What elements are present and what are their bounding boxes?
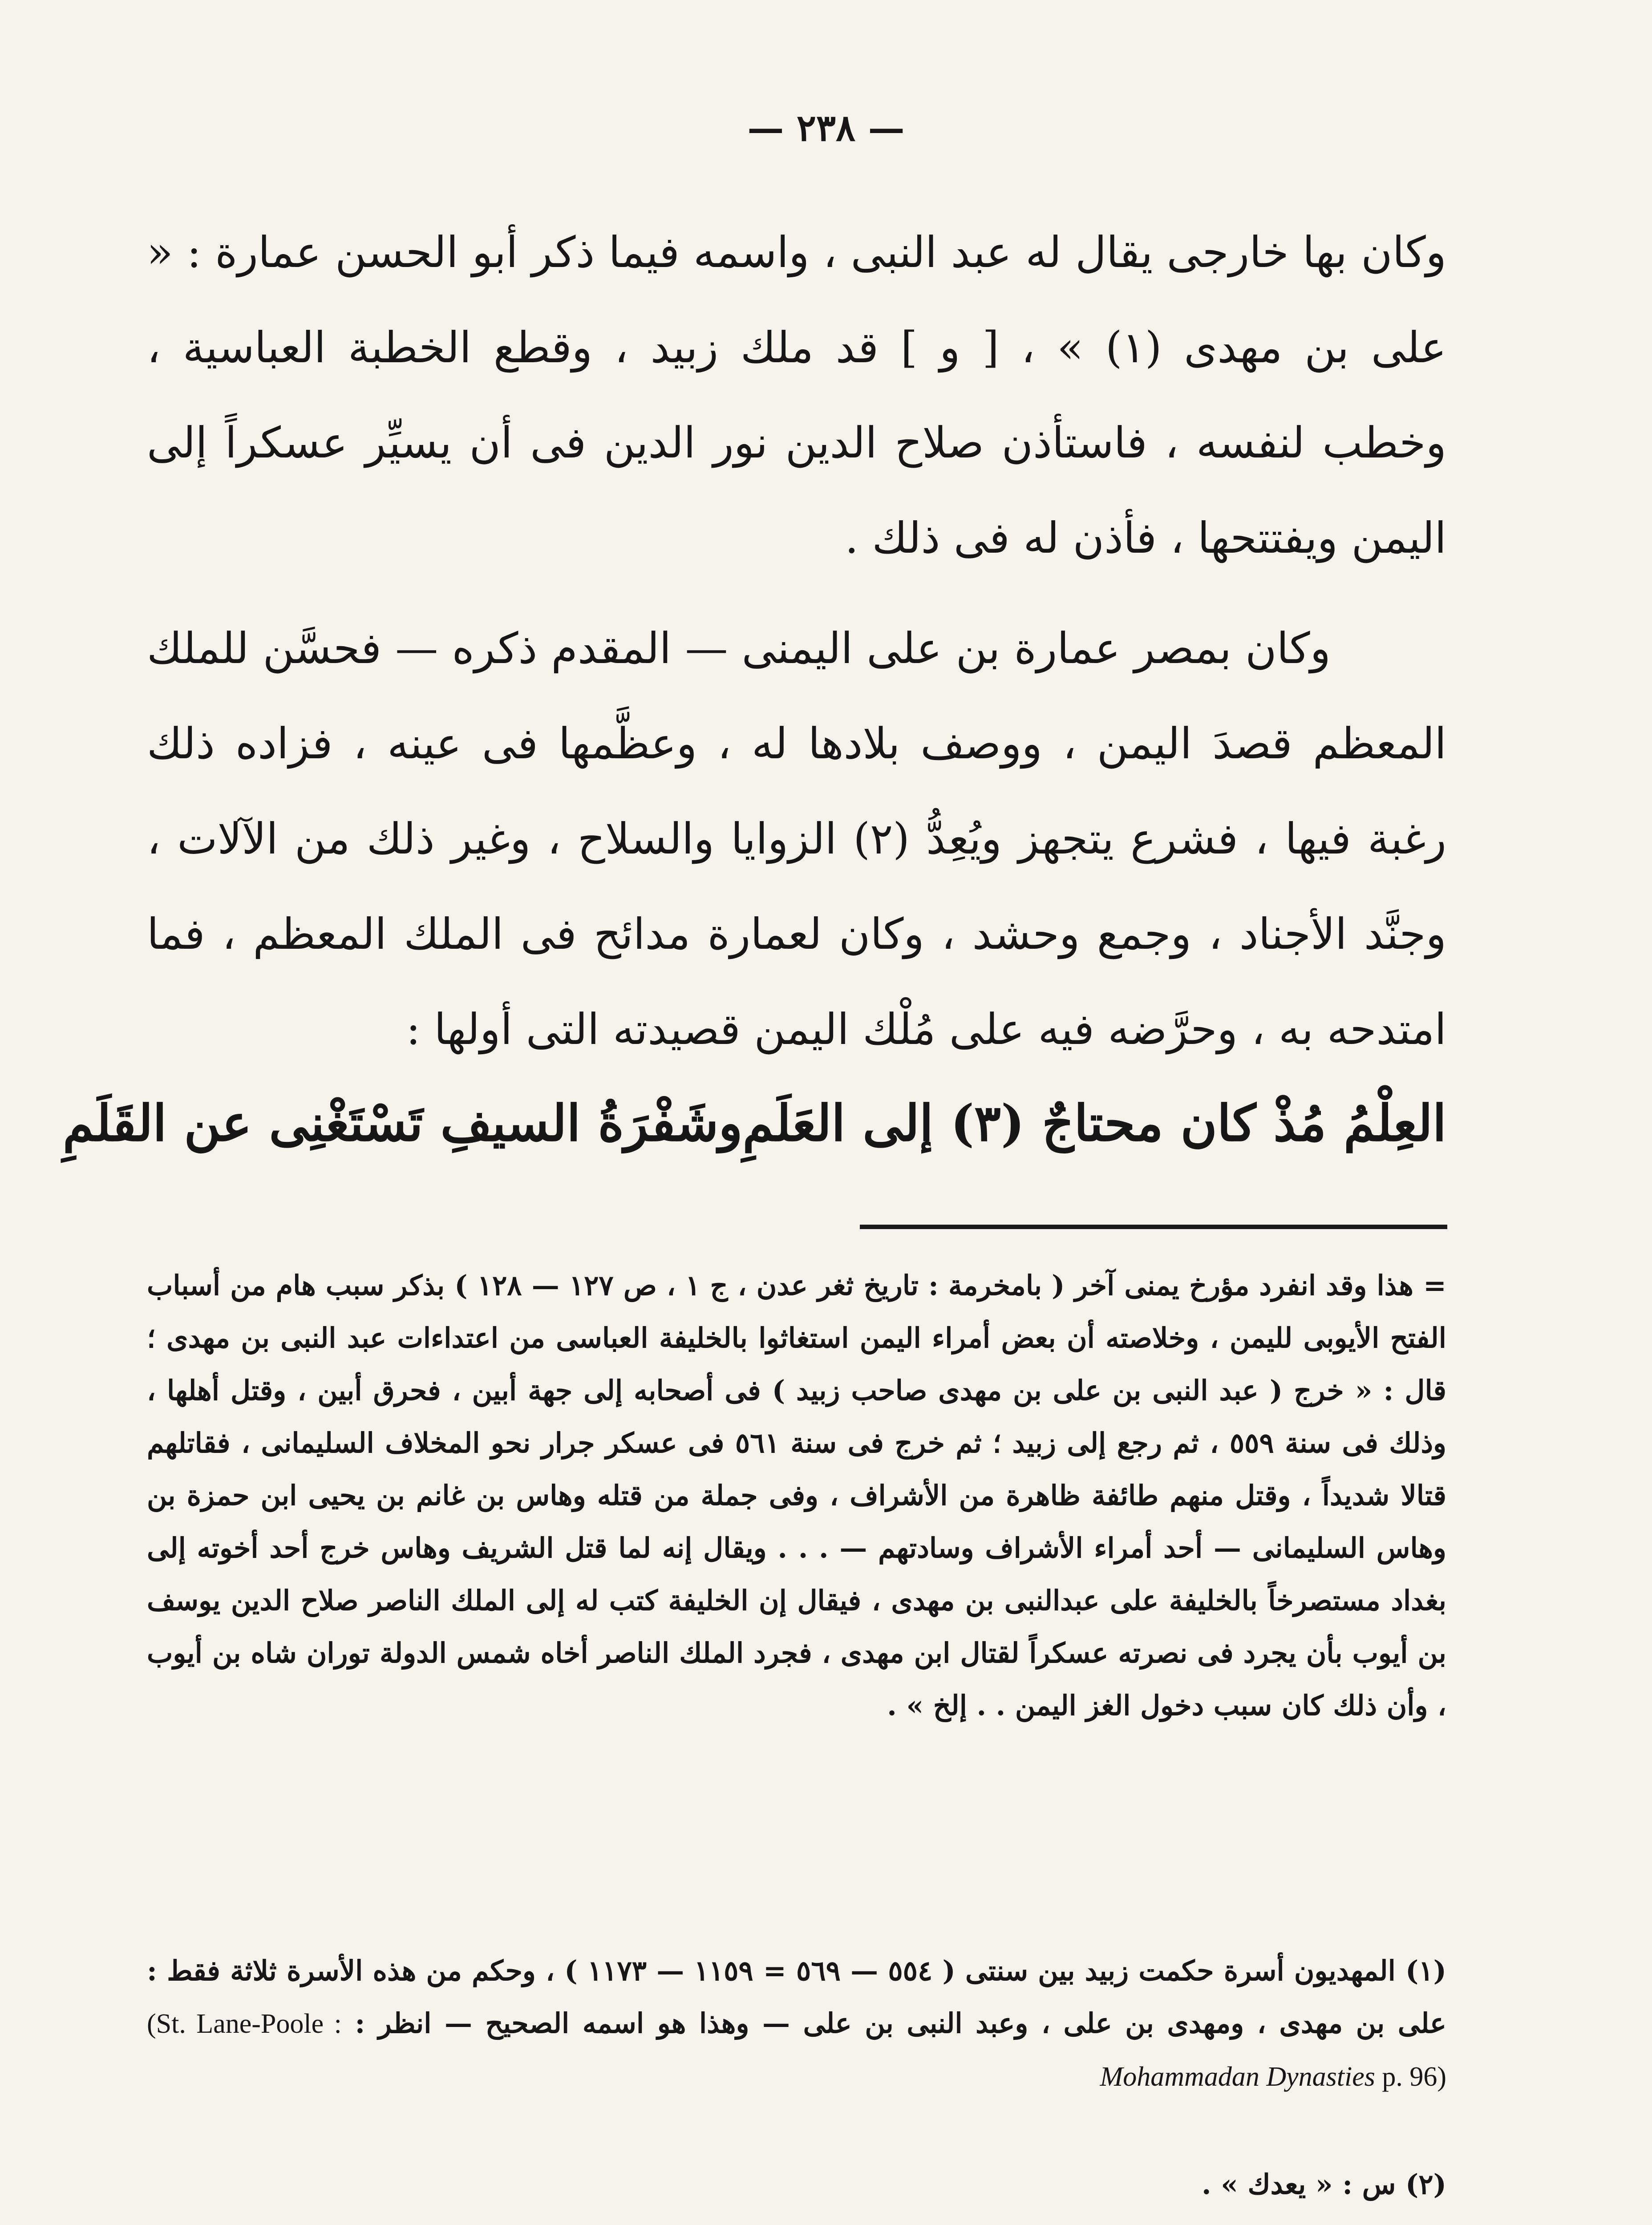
footnote-3 bbox=[147, 2216, 1446, 2225]
footnote-continuation: = هذا وقد انفرد مؤرخ يمنى آخر ( بامخرمة : تاريخ ثغر عدن ، ج ١ ، ص ١٢٧ — ١٢٨ ) بذكر سبب هام من أسباب الفتح الأيوبى لليمن ، وخلاصته أن بعض أمراء اليمن استغاثوا بالخليفة العباسى من اعتداءات عبد النبى بن مهدى ؛ قال : « خرج ( عبد النبى بن على بن مهدى صاحب زبيد ) فى أصحابه إلى جهة أبين ، فحرق أبين ، وقتل أهلها ، وذلك فى سنة ٥٥٩ ، ثم رجع إلى زبيد ؛ ثم خرج فى سنة ٥٦١ فى عسكر جرار نحو المخلاف السليمانى ، فقاتلهم قتالا شديداً ، وقتل منهم طائفة ظاهرة من الأشراف ، وفى جملة من قتله وهاس بن غانم بن يحيى ابن حمزة بن وهاس السليمانى — أحد أمراء الأشراف وسادتهم — . . . ويقال إنه لما قتل الشريف وهاس خرج أحد أخوته إلى بغداد مستصرخاً بالخليفة على عبدالنبى بن مهدى ، فيقال إن الخليفة كتب له إلى الملك الناصر صلاح الدين يوسف بن أيوب بأن يجرد فى نصرته عسكراً لقتال ابن مهدى ، فجرد الملك الناصر أخاه شمس الدولة توران شاه بن أيوب ، وأن ذلك كان سبب دخول الغز اليمن . . إلخ » . bbox=[147, 1269, 1446, 1722]
paragraph-2: وكان بمصر عمارة بن على اليمنى — المقدم ذكره — فحسَّن للملك المعظم قصدَ اليمن ، ووصف بلادها له ، وعظَّمها فى عينه ، فزاده ذلك رغبة فيها ، فشرع يتجهز ويُعِدُّ (٢) الزوايا والسلاح ، وغير ذلك من الآلات ، وجنَّد الأجناد ، وجمع وحشد ، وكان لعمارة مدائح فى الملك المعظم ، فما امتدحه به ، وحرَّضه فيه على مُلْك اليمن قصيدته التى أولها : bbox=[147, 623, 1447, 1054]
footnote-2: (٢) س : « يعدك » . bbox=[1202, 2168, 1446, 2201]
footnote-1 bbox=[147, 1945, 1446, 2103]
footnote-1-text: (١) المهديون أسرة حكمت زبيد بين سنتى ( ٥٥٤ — ٥٦٩ = ١١٥٩ — ١١٧٣ ) ، وحكم من هذه الأسرة ثلاثة فقط : على بن مهدى ، ومهدى بن على ، وعبد النبى بن على — وهذا هو اسمه الصحيح — انظر : bbox=[147, 1954, 1446, 2039]
footnote-separator bbox=[860, 1225, 1447, 1229]
paragraph-1: وكان بها خارجى يقال له عبد النبى ، واسمه فيما ذكر أبو الحسن عمارة : « على بن مهدى (١) » ، [ و ] قد ملك زبيد ، وقطع الخطبة العباسية ، وخطب لنفسه ، فاستأذن صلاح الدين نور الدين فى أن يسيِّر عسكراً إلى اليمن ويفتتحها ، فأذن له فى ذلك . bbox=[147, 227, 1447, 563]
reference-page: p. 96) bbox=[1375, 2062, 1446, 2092]
verse-second-hemistich: وشَفْرَةُ السيفِ تَسْتَغْنِى عن القَلَمِ bbox=[62, 1094, 743, 1153]
verse-first-hemistich: العِلْمُ مُذْ كان محتاجٌ (٣) إلى العَلَمِ bbox=[742, 1094, 1446, 1153]
reference-title: Mohammadan Dynasties bbox=[1100, 2062, 1375, 2092]
reference-author: (St. Lane-Poole : bbox=[147, 2009, 342, 2039]
page-number: — ٢٣٨ — bbox=[747, 107, 905, 150]
poem-verse bbox=[62, 1081, 1446, 1166]
